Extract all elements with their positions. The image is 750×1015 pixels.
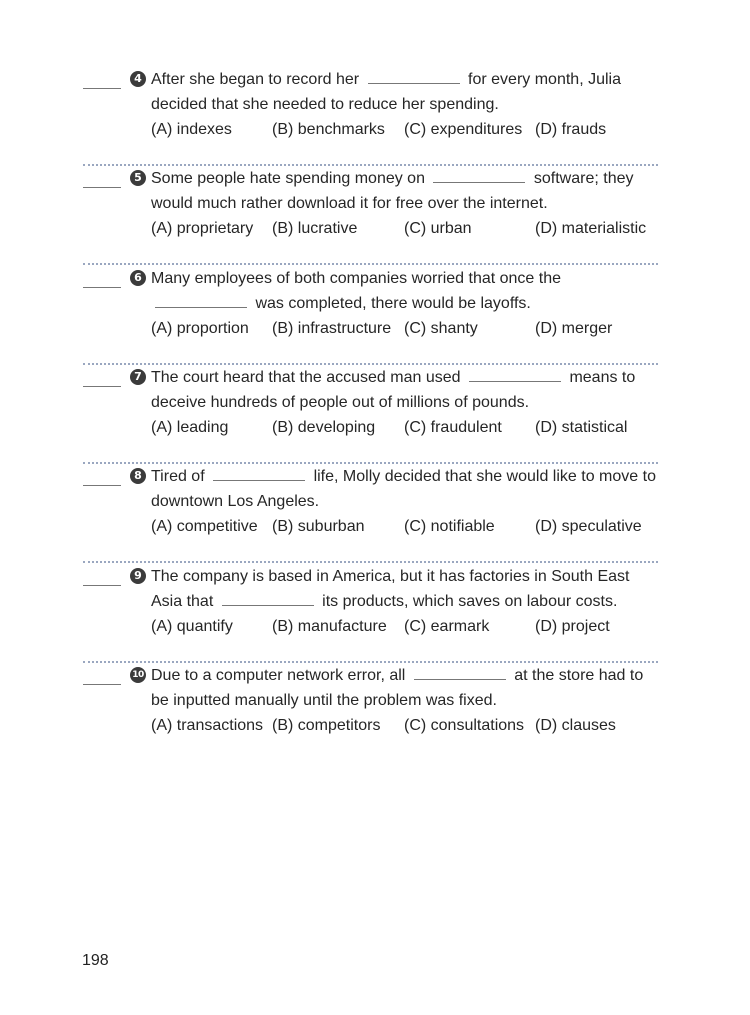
option-c: (C) consultations [404, 717, 525, 734]
fill-in-blank[interactable] [368, 69, 460, 84]
question-text [151, 67, 661, 117]
question-text [151, 266, 661, 316]
option-d: (D) statistical [535, 419, 628, 436]
fill-in-blank[interactable] [469, 367, 561, 382]
answer-blank[interactable] [83, 386, 121, 387]
question-number-badge: 10 [130, 667, 146, 683]
question-number-badge: 5 [130, 170, 146, 186]
question-text-before: After she began to record her [151, 71, 360, 88]
answer-blank[interactable] [83, 88, 121, 89]
option-d: (D) speculative [535, 518, 642, 535]
fill-in-blank[interactable] [222, 591, 314, 606]
question-number-badge: 7 [130, 369, 146, 385]
option-d: (D) materialistic [535, 220, 647, 237]
option-d: (D) frauds [535, 121, 607, 138]
question-text [151, 166, 661, 216]
answer-options [151, 616, 661, 638]
question-text [151, 464, 661, 514]
question-item [83, 663, 658, 762]
answer-blank[interactable] [83, 287, 121, 288]
fill-in-blank[interactable] [155, 293, 247, 308]
question-text-before: Many employees of both companies worried that once the [151, 270, 562, 287]
option-b: (B) benchmarks [272, 121, 385, 138]
question-text-before: Tired of [151, 468, 205, 485]
option-d: (D) project [535, 618, 610, 635]
option-a: (A) quantify [151, 618, 233, 635]
question-text-after: software; they would much rather download it for free over the internet. [151, 170, 634, 212]
question-text-before: Some people hate spending money on [151, 170, 425, 187]
question-text-before: The company is based in America, but it has factories in South East Asia that [151, 568, 630, 610]
question-item [83, 166, 658, 265]
option-b: (B) infrastructure [272, 320, 392, 337]
answer-options [151, 417, 661, 439]
option-b: (B) suburban [272, 518, 365, 535]
answer-blank[interactable] [83, 187, 121, 188]
answer-options [151, 218, 661, 240]
question-text-after: for every month, Julia decided that she needed to reduce her spending. [151, 71, 621, 113]
option-a: (A) proportion [151, 320, 249, 337]
option-c: (C) earmark [404, 618, 490, 635]
question-text-before: The court heard that the accused man used [151, 369, 461, 386]
option-a: (A) proprietary [151, 220, 254, 237]
option-b: (B) manufacture [272, 618, 387, 635]
question-text-after: life, Molly decided that she would like to move to downtown Los Angeles. [151, 468, 656, 510]
question-item [83, 564, 658, 663]
answer-options [151, 318, 661, 340]
option-a: (A) leading [151, 419, 229, 436]
answer-options [151, 715, 661, 737]
answer-options [151, 119, 661, 141]
option-b: (B) developing [272, 419, 376, 436]
fill-in-blank[interactable] [433, 168, 525, 183]
page-number: 198 [82, 952, 109, 969]
question-text-after: at the store had to be inputted manually until the problem was fixed. [151, 667, 644, 709]
question-number-badge: 8 [130, 468, 146, 484]
question-text [151, 365, 661, 415]
question-item [83, 365, 658, 464]
answer-blank[interactable] [83, 485, 121, 486]
fill-in-blank[interactable] [213, 466, 305, 481]
question-text [151, 564, 661, 614]
answer-blank[interactable] [83, 684, 121, 685]
option-d: (D) clauses [535, 717, 616, 734]
option-c: (C) urban [404, 220, 472, 237]
dotted-separator [83, 263, 658, 265]
option-a: (A) transactions [151, 717, 264, 734]
question-item [83, 464, 658, 563]
question-text-after: was completed, there would be layoffs. [255, 295, 531, 312]
question-number-badge: 6 [130, 270, 146, 286]
answer-options [151, 516, 661, 538]
answer-blank[interactable] [83, 585, 121, 586]
option-c: (C) notifiable [404, 518, 495, 535]
question-text-before: Due to a computer network error, all [151, 667, 406, 684]
option-c: (C) shanty [404, 320, 478, 337]
question-number-badge: 4 [130, 71, 146, 87]
option-c: (C) fraudulent [404, 419, 502, 436]
dotted-separator [83, 561, 658, 563]
option-b: (B) competitors [272, 717, 381, 734]
option-d: (D) merger [535, 320, 613, 337]
option-c: (C) expenditures [404, 121, 523, 138]
question-item [83, 266, 658, 365]
question-text [151, 663, 661, 713]
question-text-after: means to deceive hundreds of people out of millions of pounds. [151, 369, 636, 411]
question-number-badge: 9 [130, 568, 146, 584]
option-a: (A) indexes [151, 121, 232, 138]
option-a: (A) competitive [151, 518, 258, 535]
question-text-after: its products, which saves on labour costs. [322, 593, 618, 610]
option-b: (B) lucrative [272, 220, 358, 237]
question-item [83, 67, 658, 166]
fill-in-blank[interactable] [414, 665, 506, 680]
